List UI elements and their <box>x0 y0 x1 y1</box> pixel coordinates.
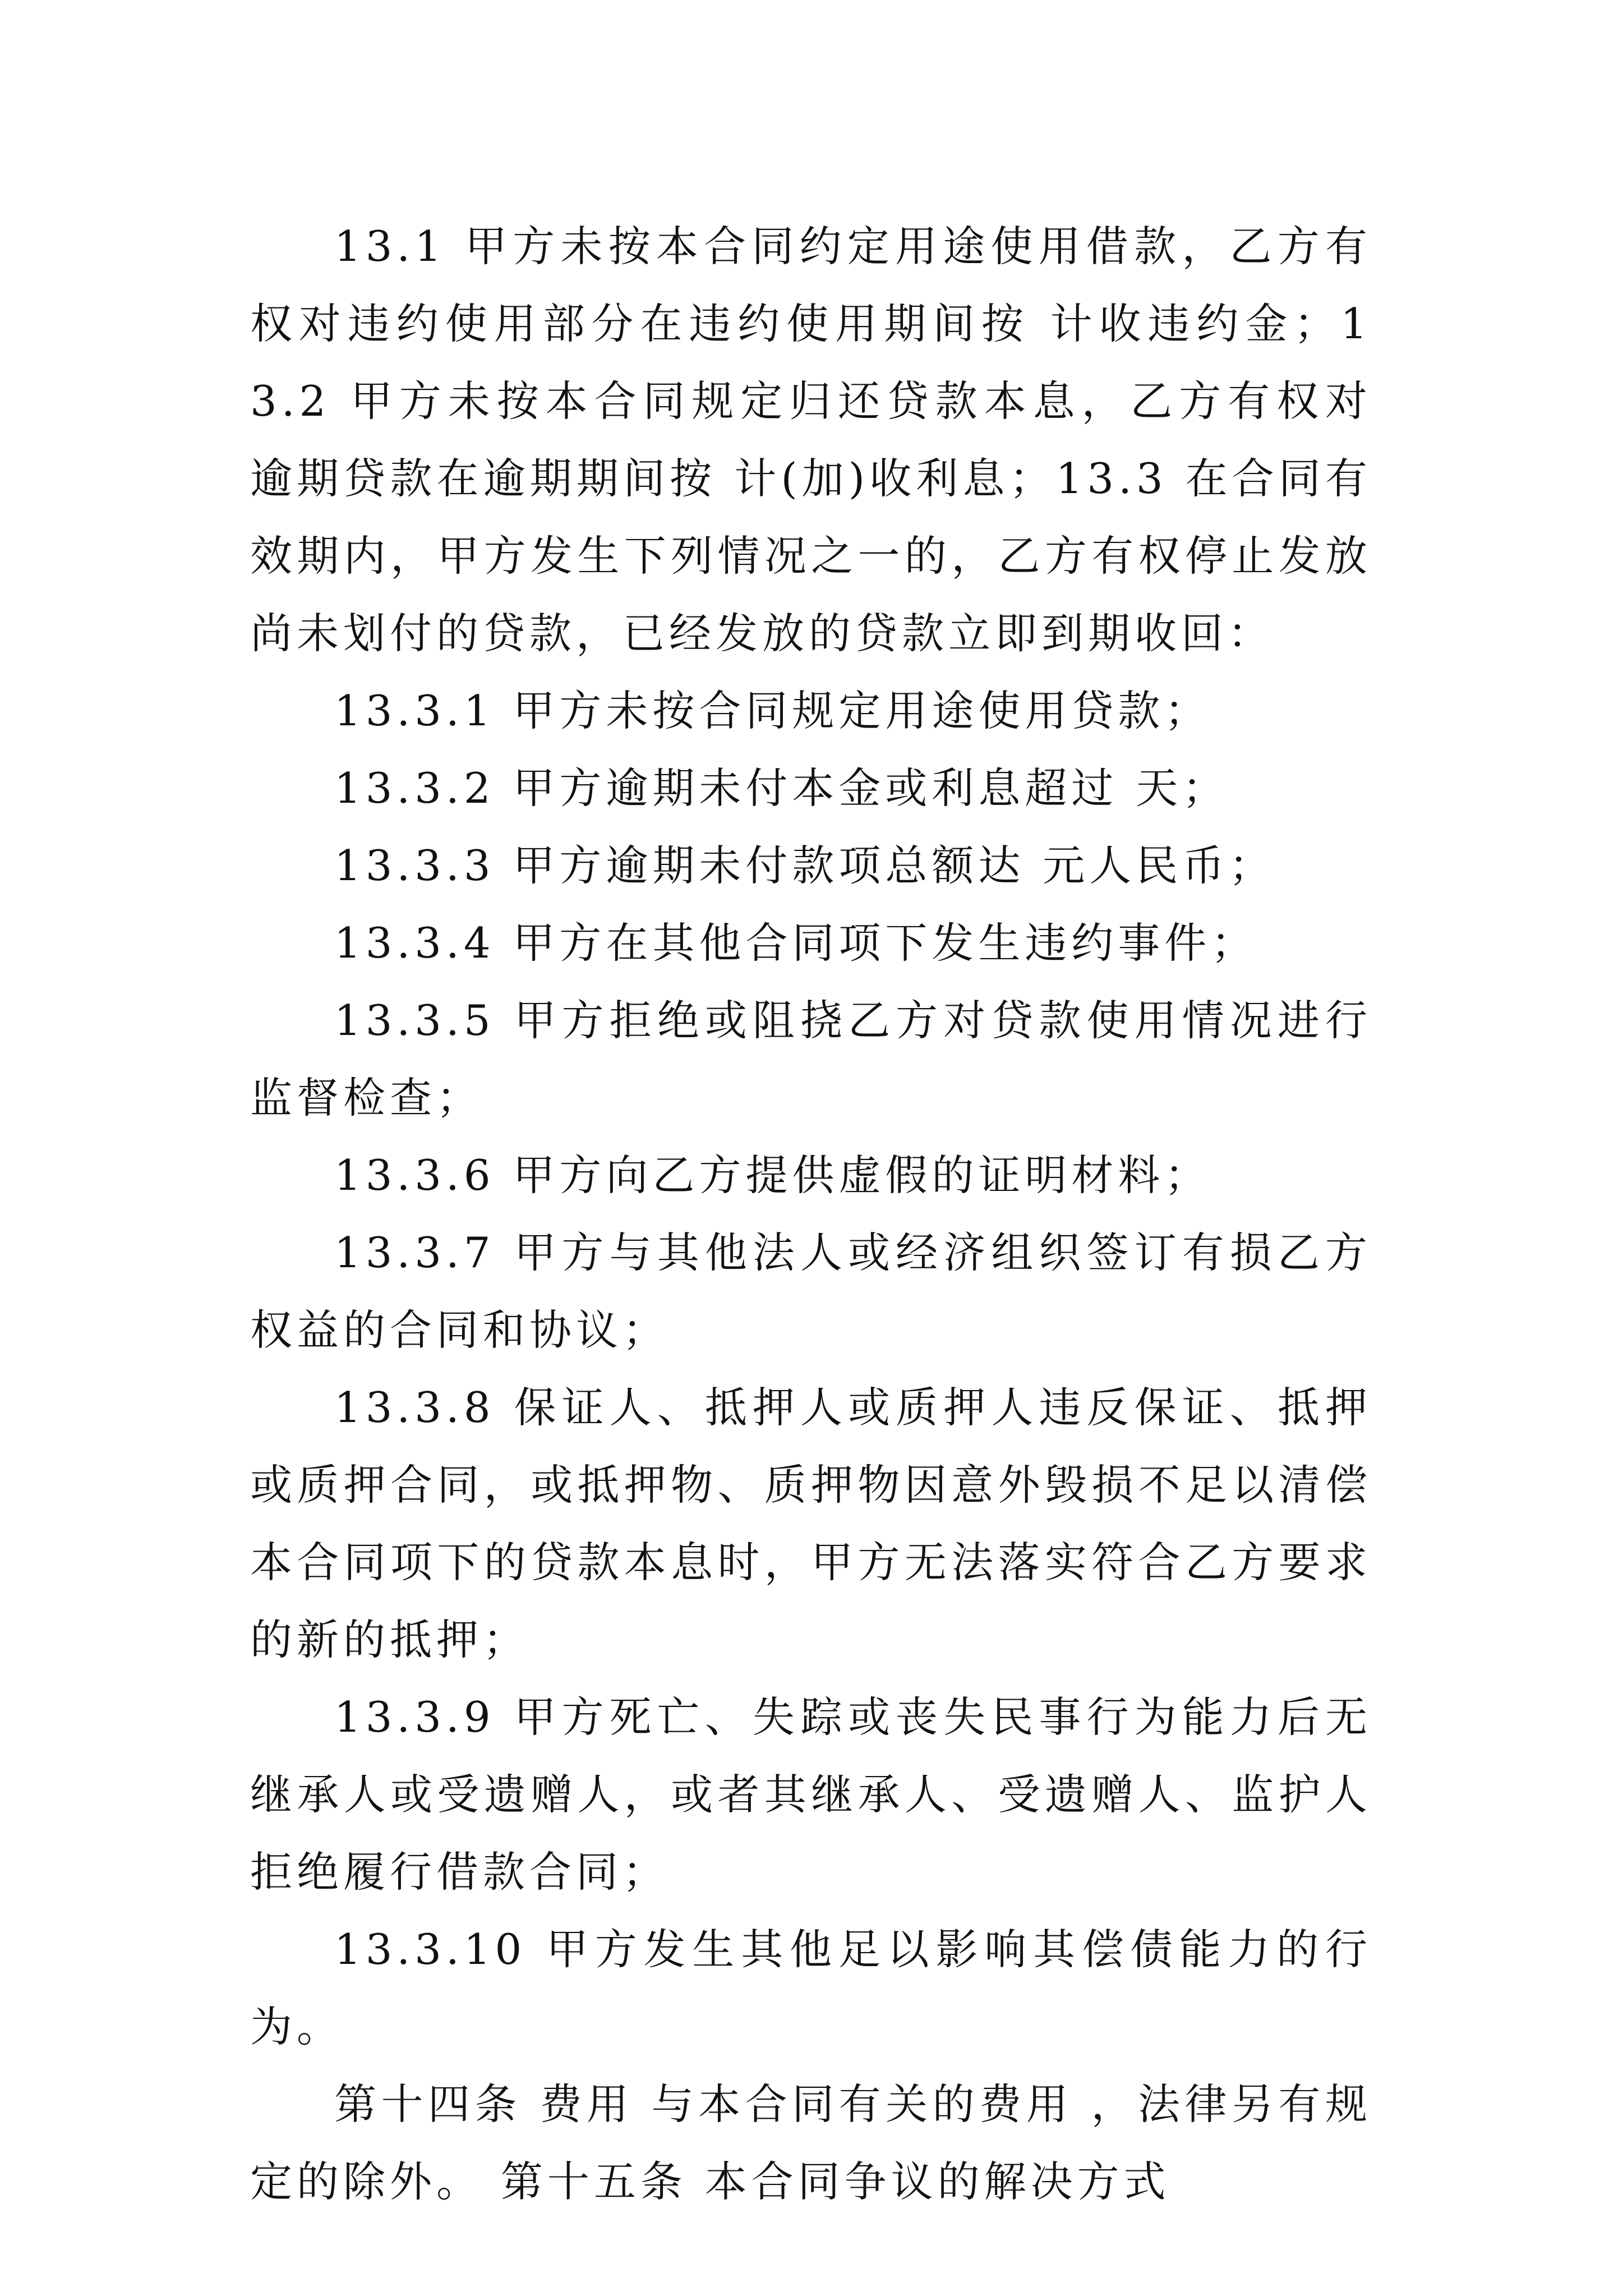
paragraph-13-3-3: 13.3.3 甲方逾期未付款项总额达 元人民币； <box>334 841 1276 890</box>
paragraph-13-3-5: 13.3.5 甲方拒绝或阻挠乙方对贷款使用情况进行监督检查； <box>250 996 1372 1122</box>
document-body <box>250 208 1372 2220</box>
paragraph-13-3-6: 13.3.6 甲方向乙方提供虚假的证明材料； <box>334 1151 1211 1200</box>
paragraph-13-3-8: 13.3.8 保证人、抵押人或质押人违反保证、抵押或质押合同，或抵押物、质押物因意外毁损不足以清偿本合同项下的贷款本息时，甲方无法落实符合乙方要求的新的抵押； <box>250 1383 1372 1664</box>
paragraph-13-3-2: 13.3.2 甲方逾期未付本金或利息超过 天； <box>334 763 1229 813</box>
paragraph-article-14-15: 第十四条 费用 与本合同有关的费用 ，法律另有规定的除外。 第十五条 本合同争议的解决方式 <box>250 2079 1372 2206</box>
paragraph-13-3-7: 13.3.7 甲方与其他法人或经济组织签订有损乙方权益的合同和协议； <box>250 1228 1372 1355</box>
paragraph-13-3-10: 13.3.10 甲方发生其他足以影响其偿债能力的行为。 <box>250 1925 1372 2051</box>
paragraph-13-3-1: 13.3.1 甲方未按合同规定用途使用贷款； <box>334 686 1211 735</box>
paragraph-13-1-to-13-3: 13.1 甲方未按本合同约定用途使用借款，乙方有权对违约使用部分在违约使用期间按 计收违约金；13.2 甲方未按本合同规定归还贷款本息，乙方有权对逾期贷款在逾期期间按 计(加)收利息；13.3 在合同有效期内，甲方发生下列情况之一的，乙方有权停止发放尚未划付的贷款，已经发放的贷款立即到期收回： <box>250 222 1372 658</box>
paragraph-13-3-4: 13.3.4 甲方在其他合同项下发生违约事件； <box>334 918 1258 968</box>
paragraph-13-3-9: 13.3.9 甲方死亡、失踪或丧失民事行为能力后无继承人或受遗赠人，或者其继承人、受遗赠人、监护人拒绝履行借款合同； <box>250 1692 1372 1897</box>
